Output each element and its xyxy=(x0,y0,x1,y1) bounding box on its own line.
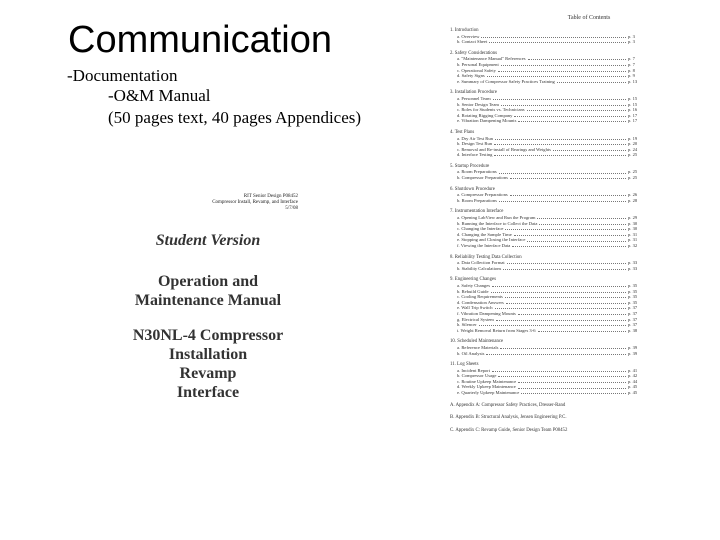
toc-dot-leader xyxy=(493,96,626,100)
toc-dot-leader xyxy=(496,317,626,321)
toc-entry-page: p. 26 xyxy=(628,192,638,198)
toc-entry-page: p. 35 xyxy=(628,288,638,294)
toc-entry-page: p. 42 xyxy=(628,373,638,379)
toc-entry-label: a. Personnel Team xyxy=(457,95,491,101)
toc-entry-label: a. Data Collection Format xyxy=(457,260,505,266)
toc-entry-label: a. Room Preparations xyxy=(457,169,497,175)
toc-entry-page: p. 25 xyxy=(628,175,638,181)
toc-entry-label: d. Rotating Rigging Company xyxy=(457,112,513,118)
toc-entry xyxy=(450,243,648,249)
bullet-om-manual: -O&M Manual xyxy=(108,86,211,105)
toc-entry-page: p. 39 xyxy=(628,350,638,356)
toc-entry-page: p. 38 xyxy=(628,327,638,333)
toc-dot-leader xyxy=(499,198,626,202)
toc-entry-page: p. 17 xyxy=(628,112,638,118)
toc-dot-leader xyxy=(501,62,626,66)
toc-dot-leader xyxy=(481,34,626,38)
toc-dot-leader xyxy=(486,351,626,355)
cover-header xyxy=(178,194,298,212)
toc-dot-leader xyxy=(553,147,626,151)
toc-dot-leader xyxy=(521,390,626,394)
toc-entry-page: p. 17 xyxy=(628,118,638,124)
toc-entry xyxy=(450,118,648,124)
toc-entry-label: c. Operational Safety xyxy=(457,67,496,73)
toc-entry-page: p. 25 xyxy=(628,169,638,175)
toc-dot-leader xyxy=(518,118,626,122)
toc-entry-page: p. 7 xyxy=(628,56,635,62)
toc-appendix: A. Appendix A: Compressor Safety Practices, Dresser-Rand xyxy=(450,402,566,408)
toc-entry-label: f. Viewing the Interface Data xyxy=(457,243,511,248)
toc-entry-label: a. Compressor Preparations xyxy=(457,192,508,198)
toc-entry-label: b. Stability Calculations xyxy=(457,265,502,271)
toc-dot-leader xyxy=(507,260,626,264)
toc-dot-leader xyxy=(495,305,626,309)
toc-entry-page: p. 20 xyxy=(628,141,638,147)
toc-entry-page: p. 44 xyxy=(628,378,638,384)
toc-dot-leader xyxy=(528,56,626,60)
toc-entry-page: p. 35 xyxy=(628,282,638,288)
toc-dot-leader xyxy=(494,152,626,156)
toc-entry-page: p. 41 xyxy=(628,367,638,373)
toc-entry-page: p. 30 xyxy=(628,226,638,232)
toc-body xyxy=(450,28,648,433)
toc-entry-label: g. Electrical System xyxy=(457,316,494,322)
toc-entry xyxy=(450,79,648,85)
toc-title: Table of Contents xyxy=(567,15,611,21)
toc-dot-leader xyxy=(505,226,626,230)
slide-title: Communication xyxy=(68,19,332,61)
bullet-page-count: (50 pages text, 40 pages Appendices) xyxy=(108,108,362,127)
toc-section-heading: 1. Introduction xyxy=(450,28,479,33)
toc-entry-page: p. 24 xyxy=(628,146,638,152)
toc-entry xyxy=(450,351,648,357)
toc-dot-leader xyxy=(514,232,626,236)
toc-entry-label: b. Rebuild Guide xyxy=(457,288,489,294)
toc-dot-leader xyxy=(505,294,626,298)
toc-entry-page: p. 33 xyxy=(628,260,638,266)
toc-entry-label: a. Opening LabView and Run the Program xyxy=(457,215,536,221)
student-version-label: Student Version xyxy=(155,232,261,249)
cover-header-line: 5/7/08 xyxy=(285,206,298,211)
cover-page-image xyxy=(118,194,298,424)
toc-dot-leader xyxy=(492,283,626,287)
toc-entry-page: p. 19 xyxy=(628,135,638,141)
toc-entry-page: p. 15 xyxy=(628,101,638,107)
toc-section-heading: 9. Engineering Changes xyxy=(450,277,496,283)
toc-entry-label: d. Condensation Answers xyxy=(457,299,504,305)
toc-entry-page: p. 37 xyxy=(628,316,638,322)
toc-dot-leader xyxy=(499,169,626,173)
cover-subtitle-line: Revamp xyxy=(179,365,237,382)
toc-entry xyxy=(450,39,648,45)
toc-dot-leader xyxy=(527,237,626,241)
toc-section-heading: 6. Shutdown Procedure xyxy=(450,186,495,192)
toc-section-heading: 10. Scheduled Maintenance xyxy=(450,339,504,345)
toc-dot-leader xyxy=(527,107,626,111)
toc-section-heading: 11. Log Sheets xyxy=(450,362,479,368)
toc-dot-leader xyxy=(494,141,626,145)
toc-dot-leader xyxy=(557,79,626,83)
toc-dot-leader xyxy=(518,379,626,383)
cover-header-line: Compressor Install, Revamp, and Interface xyxy=(212,200,298,205)
toc-entry-label: b. Oil Analysis xyxy=(457,350,485,356)
toc-entry-label: e. Summary of Compressor Safety Practices Training xyxy=(457,78,555,84)
toc-section-heading: 3. Installation Procedure xyxy=(450,90,498,96)
toc-entry-page: p. 9 xyxy=(628,73,635,79)
toc-entry-label: b. Compressor Preparations xyxy=(457,175,508,181)
toc-entry-page: p. 15 xyxy=(628,95,638,101)
toc-entry-label: h. Silencer xyxy=(457,322,477,328)
toc-dot-leader xyxy=(512,243,626,247)
toc-entry-page: p. 29 xyxy=(628,215,638,221)
toc-entry-label: f. Vibration Dampening Mounts xyxy=(457,310,516,316)
toc-entry xyxy=(450,266,648,272)
toc-entry-label: a. Overview xyxy=(457,33,480,39)
toc-entry-label: b. Personal Equipment xyxy=(457,61,499,67)
toc-dot-leader xyxy=(518,311,626,315)
toc-entry-page: p. 45 xyxy=(628,384,638,390)
toc-dot-leader xyxy=(501,102,626,106)
toc-entry-label: c. Roles for Students vs. Technicians xyxy=(457,107,525,113)
toc-entry xyxy=(450,152,648,158)
toc-entry-label: d. Changing the Sample Time xyxy=(457,231,512,237)
toc-dot-leader xyxy=(510,192,626,196)
toc-entry-label: c. Cooling Requirements xyxy=(457,294,503,300)
toc-entry-label: e. Wall Trip Switch xyxy=(457,305,493,311)
toc-entry-page: p. 25 xyxy=(628,152,638,158)
toc-entry-page: p. 31 xyxy=(628,231,638,237)
toc-section-heading: 4. Test Plans xyxy=(450,129,475,135)
toc-dot-leader xyxy=(498,373,626,377)
cover-title-line: Maintenance Manual xyxy=(134,292,282,309)
toc-entry-page: p. 30 xyxy=(628,220,638,226)
cover-title xyxy=(118,272,298,402)
cover-header-line: RIT Senior Design P08452 xyxy=(243,194,298,199)
toc-entry-label: b. Contact Sheet xyxy=(457,39,488,45)
toc-entry-label: a. Reference Materials xyxy=(457,344,499,350)
toc-entry-label: e. Quarterly Upkeep Maintenance xyxy=(457,390,520,396)
toc-section-heading: 7. Instrumentation Interface xyxy=(450,209,504,215)
toc-entry-page: p. 3 xyxy=(628,39,635,45)
toc-entry-page: p. 13 xyxy=(628,78,638,84)
toc-entry xyxy=(450,390,648,396)
cover-subtitle-line: Installation xyxy=(168,346,248,363)
bullet-documentation: -Documentation xyxy=(67,66,178,85)
toc-entry xyxy=(450,328,648,334)
toc-dot-leader xyxy=(518,384,626,388)
toc-dot-leader xyxy=(503,266,626,270)
toc-entry-page: p. 16 xyxy=(628,107,638,113)
cover-title-line: Operation and xyxy=(157,273,258,290)
toc-entry-page: p. 28 xyxy=(628,197,638,203)
toc-entry-label: c. Changing the Interface xyxy=(457,226,504,232)
toc-entry-page: p. 37 xyxy=(628,305,638,311)
toc-dot-leader xyxy=(510,175,626,179)
toc-dot-leader xyxy=(537,215,626,219)
toc-dot-leader xyxy=(506,300,626,304)
toc-entry-label: a. Safety Changes xyxy=(457,282,491,288)
toc-entry-label: a. Dry Air Test Run xyxy=(457,135,493,141)
toc-entry-page: p. 7 xyxy=(628,61,635,67)
toc-section-heading: 2. Safety Considerations xyxy=(450,50,498,56)
toc-entry-page: p. 37 xyxy=(628,322,638,328)
toc-entry-label: a. Incident Report xyxy=(457,367,491,373)
cover-subtitle-line: Interface xyxy=(176,384,240,401)
toc-entry-label: b. Compressor Usage xyxy=(457,373,497,379)
toc-entry-page: p. 35 xyxy=(628,299,638,305)
toc-entry-label: a. "Maintenance Manual" References xyxy=(457,56,526,62)
toc-entry-label: b. Running the Interface to Collect the Data xyxy=(457,220,538,226)
cover-subtitle-line: N30NL-4 Compressor xyxy=(132,327,284,344)
toc-entry-label: i. Weight Removal Return from Stages 3-6 xyxy=(457,327,536,333)
toc-entry-label: d. Interface Testing xyxy=(457,152,493,158)
toc-dot-leader xyxy=(489,39,626,43)
table-of-contents-image xyxy=(450,14,648,510)
toc-appendix: B. Appendix B: Structural Analysis, Jensen Engineering P.C. xyxy=(450,415,567,421)
toc-entry-page: p. 33 xyxy=(628,265,638,271)
toc-dot-leader xyxy=(492,368,626,372)
toc-dot-leader xyxy=(538,328,626,332)
toc-entry-page: p. 31 xyxy=(628,237,638,243)
toc-section-heading: 5. Startup Procedure xyxy=(450,163,490,169)
toc-entry-page: p. 37 xyxy=(628,310,638,316)
toc-entry-label: b. Senior Design Team xyxy=(457,101,499,107)
toc-entry-page: p. 8 xyxy=(628,67,635,73)
toc-entry-label: e. Vibration Dampening Mounts xyxy=(457,118,517,124)
toc-entry-page: p. 45 xyxy=(628,390,638,396)
toc-entry xyxy=(450,175,648,181)
toc-entry-page: p. 3 xyxy=(628,33,635,39)
toc-dot-leader xyxy=(500,345,626,349)
toc-dot-leader xyxy=(539,221,626,225)
toc-section-heading: 8. Reliability Testing Data Collection xyxy=(450,254,522,260)
toc-dot-leader xyxy=(491,289,626,293)
toc-dot-leader xyxy=(498,68,626,72)
toc-entry-label: d. Weekly Upkeep Maintenance xyxy=(457,384,516,390)
toc-dot-leader xyxy=(514,113,626,117)
toc-appendix: C. Appendix C: Revamp Guide, Senior Design Team P08452 xyxy=(450,427,568,433)
toc-entry-label: e. Stopping and Closing the Interface xyxy=(457,237,526,243)
toc-dot-leader xyxy=(487,73,626,77)
toc-dot-leader xyxy=(495,136,626,140)
toc-dot-leader xyxy=(479,322,626,326)
toc-entry-label: b. Design Test Run xyxy=(457,141,493,147)
toc-entry-page: p. 32 xyxy=(628,243,638,248)
toc-entry-label: d. Safety Signs xyxy=(457,73,485,79)
toc-entry-label: c. Routine Upkeep Maintenance xyxy=(457,378,517,384)
toc-entry-page: p. 39 xyxy=(628,344,638,350)
toc-entry-page: p. 35 xyxy=(628,294,638,300)
toc-entry-label: c. Removal and Re-install of Bearings and Weights xyxy=(457,146,551,152)
toc-entry xyxy=(450,198,648,204)
toc-entry-label: b. Room Preparations xyxy=(457,197,497,203)
